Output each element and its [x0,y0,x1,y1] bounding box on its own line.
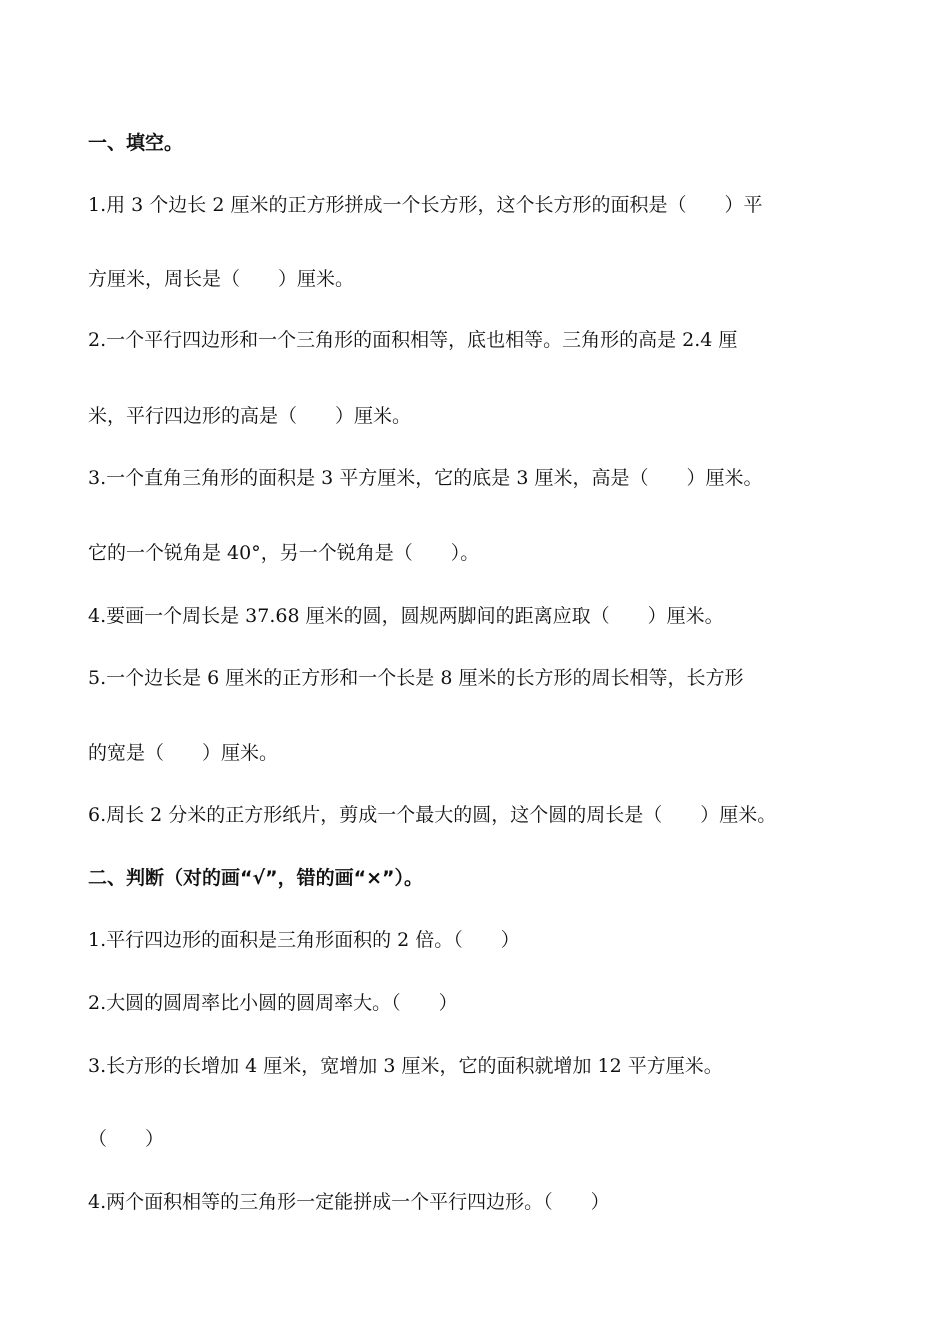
fill-q1-line2: 方厘米，周长是（ ）厘米。 [88,268,355,290]
judge-q3-line2: （ ） [88,1128,165,1150]
fill-q2-line1: 2.一个平行四边形和一个三角形的面积相等，底也相等。三角形的高是 2.4 厘 [88,329,738,351]
section2-title: 二、判断（对的画“√”，错的画“×”）。 [88,867,424,889]
judge-q4: 4.两个面积相等的三角形一定能拼成一个平行四边形。（ ） [88,1191,610,1213]
fill-q4: 4.要画一个周长是 37.68 厘米的圆，圆规两脚间的距离应取（ ）厘米。 [88,605,724,627]
judge-q1: 1.平行四边形的面积是三角形面积的 2 倍。（ ） [88,929,520,951]
section1-title: 一、填空。 [88,132,184,154]
judge-q3-line1: 3.长方形的长增加 4 厘米，宽增加 3 厘米，它的面积就增加 12 平方厘米。 [88,1055,723,1077]
fill-q3-line2: 它的一个锐角是 40°，另一个锐角是（ ）。 [88,542,480,564]
fill-q3-line1: 3.一个直角三角形的面积是 3 平方厘米，它的底是 3 厘米，高是（ ）厘米。 [88,467,763,489]
judge-q2: 2.大圆的圆周率比小圆的圆周率大。（ ） [88,992,458,1014]
fill-q5-line1: 5.一个边长是 6 厘米的正方形和一个长是 8 厘米的长方形的周长相等，长方形 [88,667,744,689]
fill-q2-line2: 米，平行四边形的高是（ ）厘米。 [88,405,412,427]
fill-q6: 6.周长 2 分米的正方形纸片，剪成一个最大的圆，这个圆的周长是（ ）厘米。 [88,804,777,826]
fill-q1-line1: 1.用 3 个边长 2 厘米的正方形拼成一个长方形，这个长方形的面积是（ ）平 [88,194,763,216]
fill-q5-line2: 的宽是（ ）厘米。 [88,742,279,764]
